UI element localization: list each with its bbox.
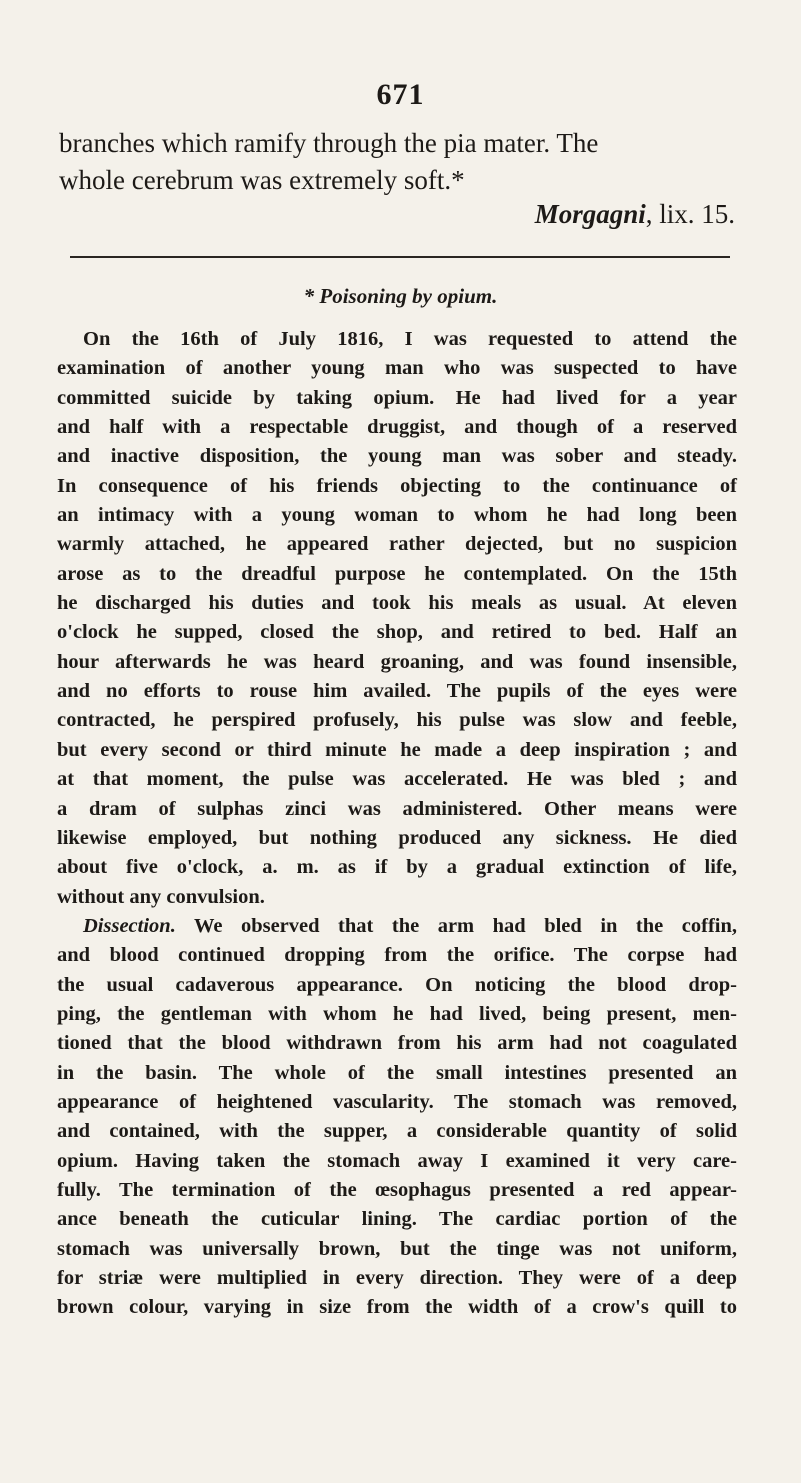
- footnote-line: stomach was universally brown, but the tinge was not uniform,: [57, 1237, 737, 1260]
- footnote-line: examination of another young man who was suspected to have: [57, 357, 737, 380]
- footnote-line: In consequence of his friends objecting to the continuance of: [57, 474, 737, 497]
- footnote-line: and no efforts to rouse him availed. The pupils of the eyes were: [57, 680, 737, 703]
- footnote-line: fully. The termination of the œsophagus presented a red appear-: [57, 1178, 737, 1201]
- footnote-line: and blood continued dropping from the orifice. The corpse had: [57, 944, 737, 967]
- footnote-line: for striæ were multiplied in every direction. They were of a deep: [57, 1267, 737, 1289]
- citation: [535, 199, 735, 230]
- footnote-line: appearance of heightened vascularity. The stomach was removed,: [57, 1090, 737, 1113]
- footnote-line: he discharged his duties and took his meals as usual. At eleven: [57, 592, 737, 615]
- citation-author: Morgagni: [534, 199, 646, 229]
- footnote-line: opium. Having taken the stomach away I examined it very care-: [57, 1149, 737, 1172]
- footnote-line: a dram of sulphas zinci was administered. Other means were: [57, 797, 737, 820]
- footnote-line: hour afterwards he was heard groaning, and was found insensible,: [57, 650, 737, 673]
- footnote-divider: [70, 256, 730, 258]
- footnote-line: and inactive disposition, the young man was sober and steady.: [57, 445, 737, 468]
- footnote-paragraph-1: [57, 325, 737, 912]
- footnote-line: warmly attached, he appeared rather dejected, but no suspicion: [57, 533, 737, 556]
- footnote-paragraph-2: [57, 941, 737, 1322]
- footnote-body: [57, 325, 737, 1323]
- footnote-line: the usual cadaverous appearance. On noticing the blood drop-: [57, 973, 737, 996]
- footnote-line-text: We observed that the arm had bled in the coffin,: [175, 914, 737, 937]
- footnote-line: in the basin. The whole of the small intestines presented an: [57, 1061, 737, 1084]
- footnote-line: On the 16th of July 1816, I was requested to attend the: [83, 328, 737, 350]
- main-line: branches which ramify through the pia mater. The: [59, 128, 599, 158]
- footnote-line: contracted, he perspired profusely, his pulse was slow and feeble,: [57, 709, 737, 732]
- main-text: [59, 125, 739, 199]
- footnote-line: ance beneath the cuticular lining. The cardiac portion of the: [57, 1208, 737, 1231]
- footnote-line: tioned that the blood withdrawn from his arm had not coagulated: [57, 1032, 737, 1055]
- footnote-line: at that moment, the pulse was accelerated. He was bled ; and: [57, 768, 737, 791]
- footnote-line: and contained, with the supper, a considerable quantity of solid: [57, 1120, 737, 1143]
- main-line: whole cerebrum was extremely soft.*: [59, 165, 465, 195]
- footnote-line: an intimacy with a young woman to whom he had long been: [57, 504, 737, 527]
- dissection-heading: Dissection.: [83, 914, 176, 937]
- footnote-line: without any convulsion.: [57, 885, 265, 908]
- page-number: 671: [376, 78, 425, 111]
- footnote-line: [57, 912, 737, 941]
- footnote-title: * Poisoning by opium.: [303, 284, 498, 308]
- footnote-line: brown colour, varying in size from the width of a crow's quill to: [57, 1296, 737, 1319]
- footnote-line: and half with a respectable druggist, and though of a reserved: [57, 416, 737, 439]
- footnote-line: arose as to the dreadful purpose he contemplated. On the 15th: [57, 562, 737, 585]
- footnote-line: about five o'clock, a. m. as if by a gradual extinction of life,: [57, 856, 737, 879]
- footnote-line: ping, the gentleman with whom he had lived, being present, men-: [57, 1002, 737, 1025]
- footnote-line: likewise employed, but nothing produced any sickness. He died: [57, 826, 737, 849]
- citation-reference: , lix. 15.: [645, 199, 735, 229]
- footnote-line: o'clock he supped, closed the shop, and retired to bed. Half an: [57, 621, 737, 644]
- footnote-line: committed suicide by taking opium. He had lived for a year: [57, 386, 737, 409]
- footnote-line: but every second or third minute he made a deep inspiration ; and: [57, 738, 737, 761]
